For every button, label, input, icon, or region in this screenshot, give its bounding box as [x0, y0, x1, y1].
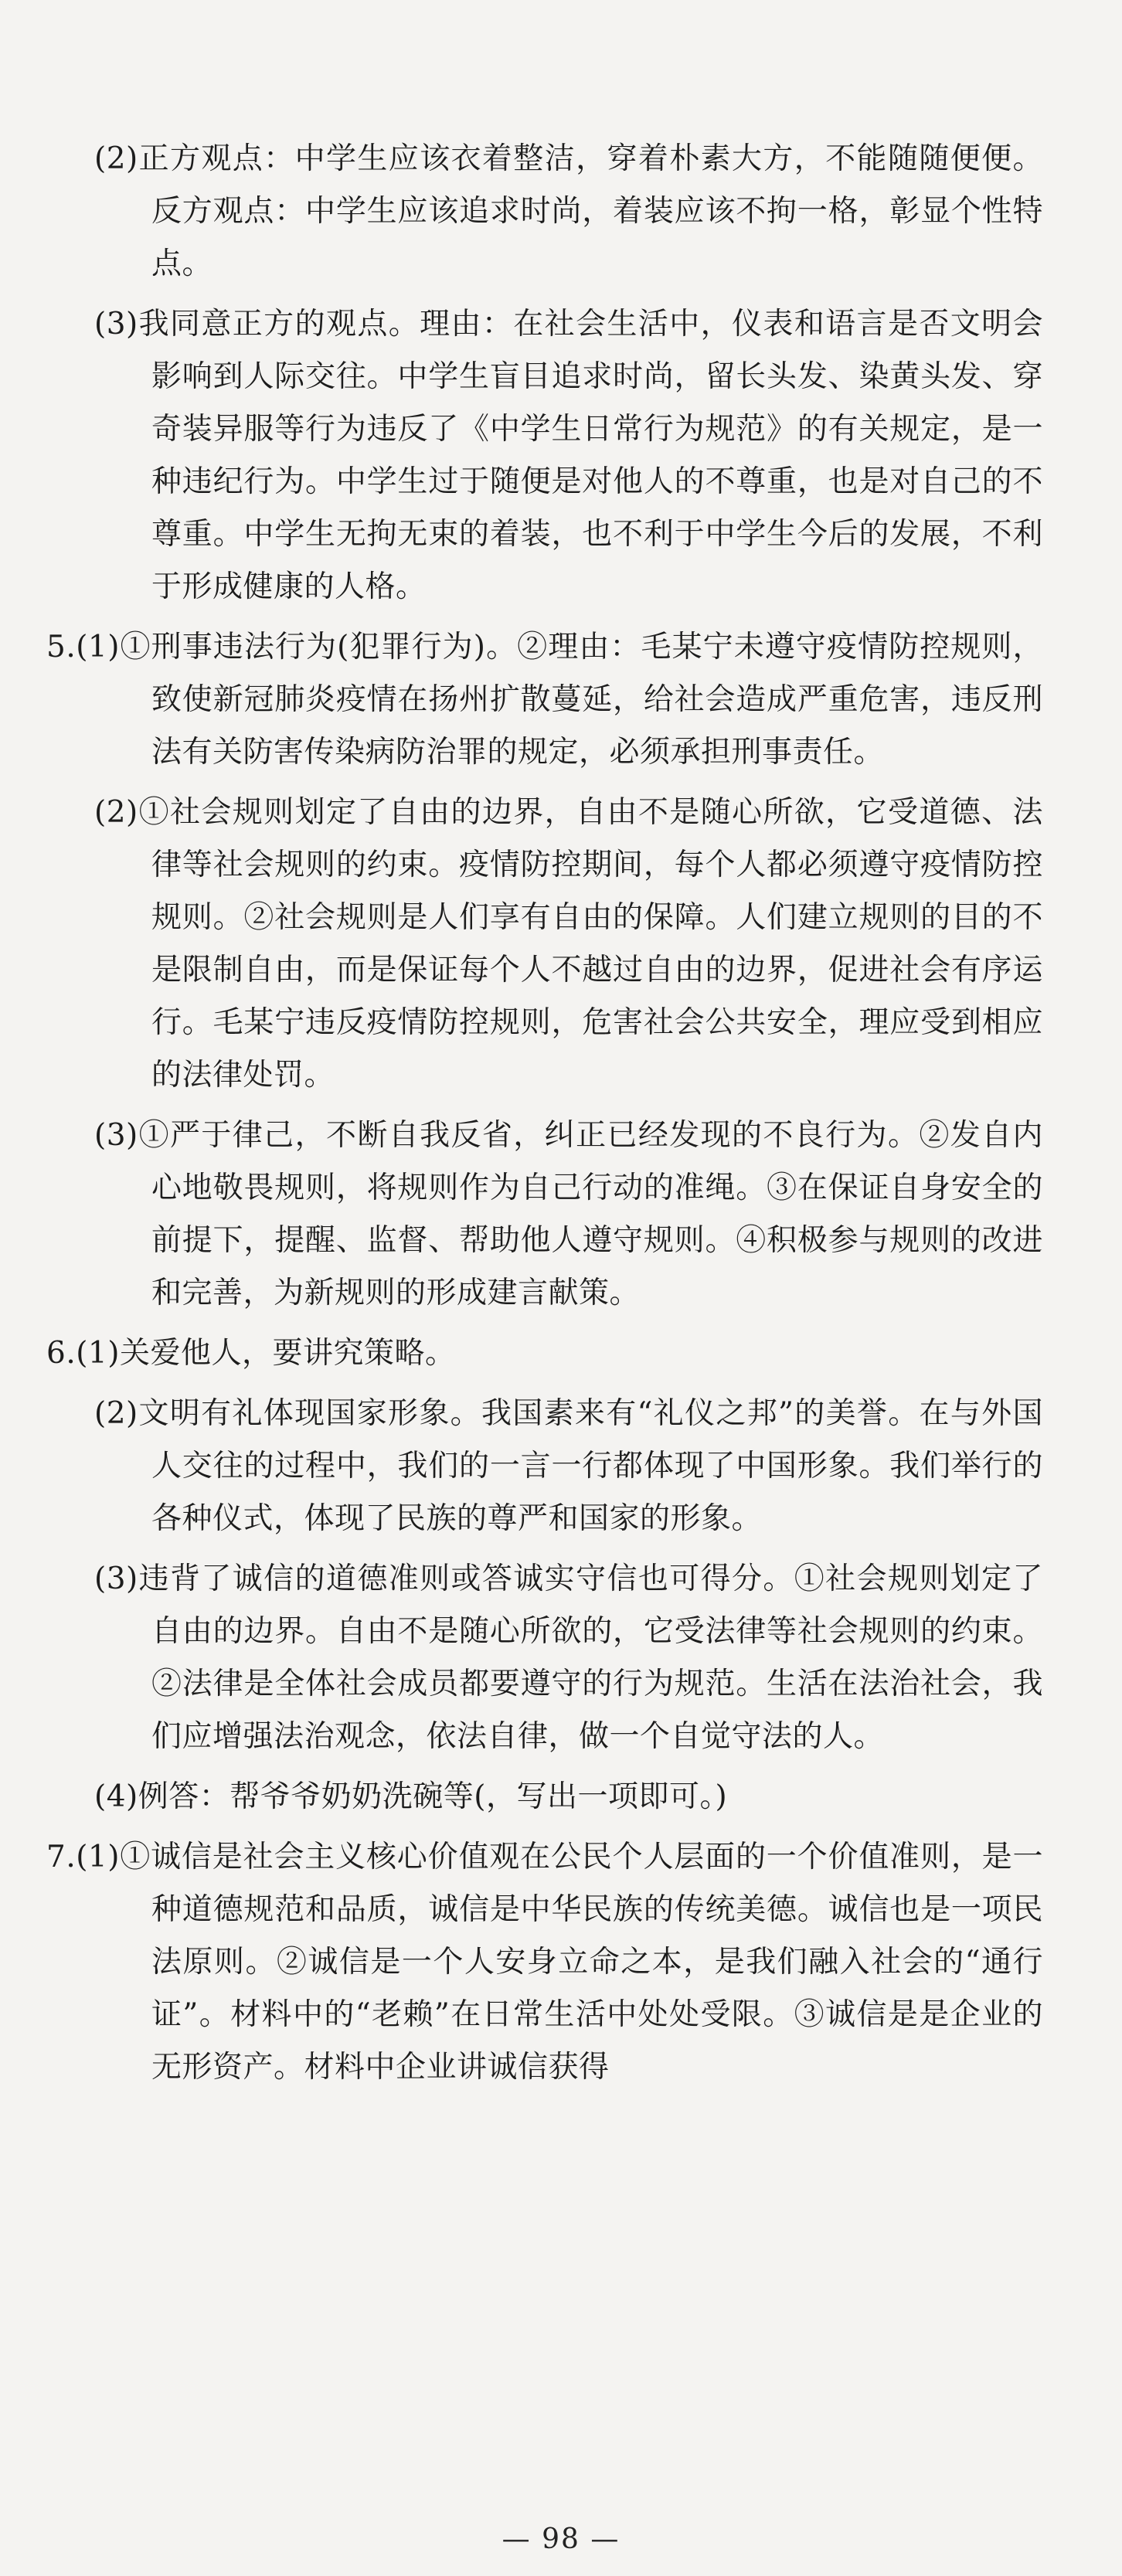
answer-content [46, 133, 1043, 2094]
answer-6-3: (3)违背了诚信的道德准则或答诚实守信也可得分。①社会规则划定了自由的边界。自由不是随心所欲的，它受法律等社会规则的约束。②法律是全体社会成员都要遵守的行为规范。生活在法治社会，我们应增强法治观念，依法自律，做一个自觉守法的人。 [94, 1562, 1043, 1754]
answer-6-2: (2)文明有礼体现国家形象。我国素来有“礼仪之邦”的美誉。在与外国人交往的过程中，我们的一言一行都体现了中国形象。我们举行的各种仪式，体现了民族的尊严和国家的形象。 [94, 1396, 1043, 1536]
answer-4-2: (2)正方观点：中学生应该衣着整洁，穿着朴素大方，不能随随便便。反方观点：中学生应该追求时尚，着装应该不拘一格，彰显个性特点。 [94, 141, 1043, 281]
answer-7-1: 7.(1)①诚信是社会主义核心价值观在公民个人层面的一个价值准则，是一种道德规范和品质，诚信是中华民族的传统美德。诚信也是一项民法原则。②诚信是一个人安身立命之本，是我们融入社会的“通行证”。材料中的“老赖”在日常生活中处处受限。③诚信是是企业的无形资产。材料中企业讲诚信获得 [46, 1840, 1043, 2085]
page-number: — 98 — [502, 2523, 620, 2555]
answer-5-2: (2)①社会规则划定了自由的边界，自由不是随心所欲，它受道德、法律等社会规则的约束。疫情防控期间，每个人都必须遵守疫情防控规则。②社会规则是人们享有自由的保障。人们建立规则的目的不是限制自由，而是保证每个人不越过自由的边界，促进社会有序运行。毛某宁违反疫情防控规则，危害社会公共安全，理应受到相应的法律处罚。 [94, 795, 1043, 1093]
answer-5-3: (3)①严于律己，不断自我反省，纠正已经发现的不良行为。②发自内心地敬畏规则，将规则作为自己行动的准绳。③在保证自身安全的前提下，提醒、监督、帮助他人遵守规则。④积极参与规则的改进和完善，为新规则的形成建言献策。 [94, 1118, 1043, 1310]
answer-4-3: (3)我同意正方的观点。理由：在社会生活中，仪表和语言是否文明会影响到人际交往。中学生盲目追求时尚，留长头发、染黄头发、穿奇装异服等行为违反了《中学生日常行为规范》的有关规定，是一种违纪行为。中学生过于随便是对他人的不尊重，也是对自己的不尊重。中学生无拘无束的着装，也不利于中学生今后的发展，不利于形成健康的人格。 [94, 307, 1043, 604]
answer-6-1: 6.(1)关爱他人，要讲究策略。 [46, 1336, 456, 1371]
answer-6-4: (4)例答：帮爷爷奶奶洗碗等(，写出一项即可。) [94, 1779, 728, 1814]
answer-5-1: 5.(1)①刑事违法行为(犯罪行为)。②理由：毛某宁未遵守疫情防控规则，致使新冠肺炎疫情在扬州扩散蔓延，给社会造成严重危害，违反刑法有关防害传染病防治罪的规定，必须承担刑事责任。 [46, 630, 1043, 770]
